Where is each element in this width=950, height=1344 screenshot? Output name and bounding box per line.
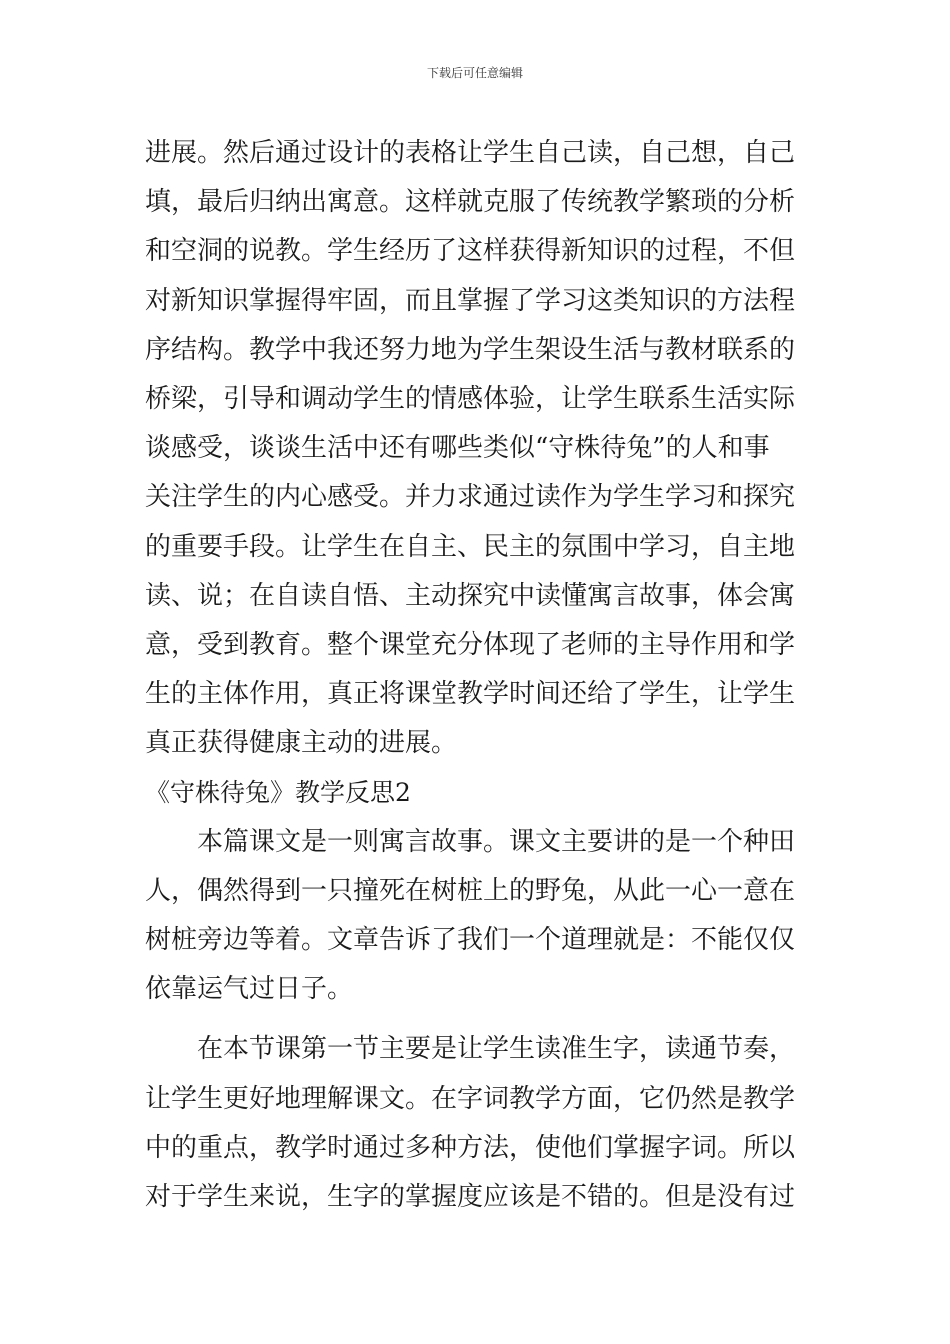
text-line: 树桩旁边等着。文章告诉了我们一个道理就是：不能仅仅	[145, 925, 796, 955]
text-line: 真正获得健康主动的进展。	[145, 728, 458, 759]
text-line: 中的重点，教学时通过多种方法，使他们掌握字词。所以	[145, 1132, 796, 1163]
text-line: 让学生更好地理解课文。在字词教学方面，它仍然是教学	[145, 1083, 796, 1114]
text-line: 的重要手段。让学生在自主、民主的氛围中学习，自主地	[145, 531, 796, 562]
paragraph-3	[145, 1025, 807, 1222]
text-line: 生的主体作用，真正将课堂教学时间还给了学生，让学生	[145, 679, 796, 710]
text-line: 关注学生的内心感受。并力求通过读作为学生学习和探究	[145, 482, 796, 513]
paragraph-spacing	[145, 1014, 807, 1025]
page-header: 下载后可任意编辑	[426, 66, 523, 80]
text-line: 对于学生来说，生字的掌握度应该是不错的。但是没有过	[145, 1181, 796, 1212]
text-line: 填，最后归纳出寓意。这样就克服了传统教学繁琐的分析	[145, 187, 796, 218]
text-line: 谈感受，谈谈生活中还有哪些类似“守株待兔”的人和事	[145, 433, 770, 464]
text-line: 桥梁，引导和调动学生的情感体验，让学生联系生活实际	[145, 383, 796, 414]
text-line: 和空洞的说教。学生经历了这样获得新知识的过程，不但	[145, 236, 796, 267]
text-line: 对新知识掌握得牢固，而且掌握了学习这类知识的方法程	[145, 285, 796, 316]
text-line: 读、说；在自读自悟、主动探究中读懂寓言故事，体会寓	[145, 580, 796, 611]
text-line: 依靠运气过日子。	[145, 974, 354, 1005]
text-line: 序结构。教学中我还努力地为学生架设生活与教材联系的	[145, 334, 796, 365]
paragraph-2	[145, 818, 807, 1015]
text-line: 人，偶然得到一只撞死在树桩上的野兔，从此一心一意在	[145, 875, 796, 906]
text-line: 本篇课文是一则寓言故事。课文主要讲的是一个种田	[197, 826, 796, 857]
section-title: 《守株待兔》教学反思2	[145, 778, 411, 808]
paragraph-1	[145, 129, 807, 768]
text-line: 进展。然后通过设计的表格让学生自己读，自己想，自己	[145, 138, 796, 168]
text-line: 在本节课第一节主要是让学生读准生字，读通节奏，	[197, 1034, 796, 1065]
text-line: 意，受到教育。整个课堂充分体现了老师的主导作用和学	[145, 629, 796, 660]
document-body	[145, 129, 807, 1222]
